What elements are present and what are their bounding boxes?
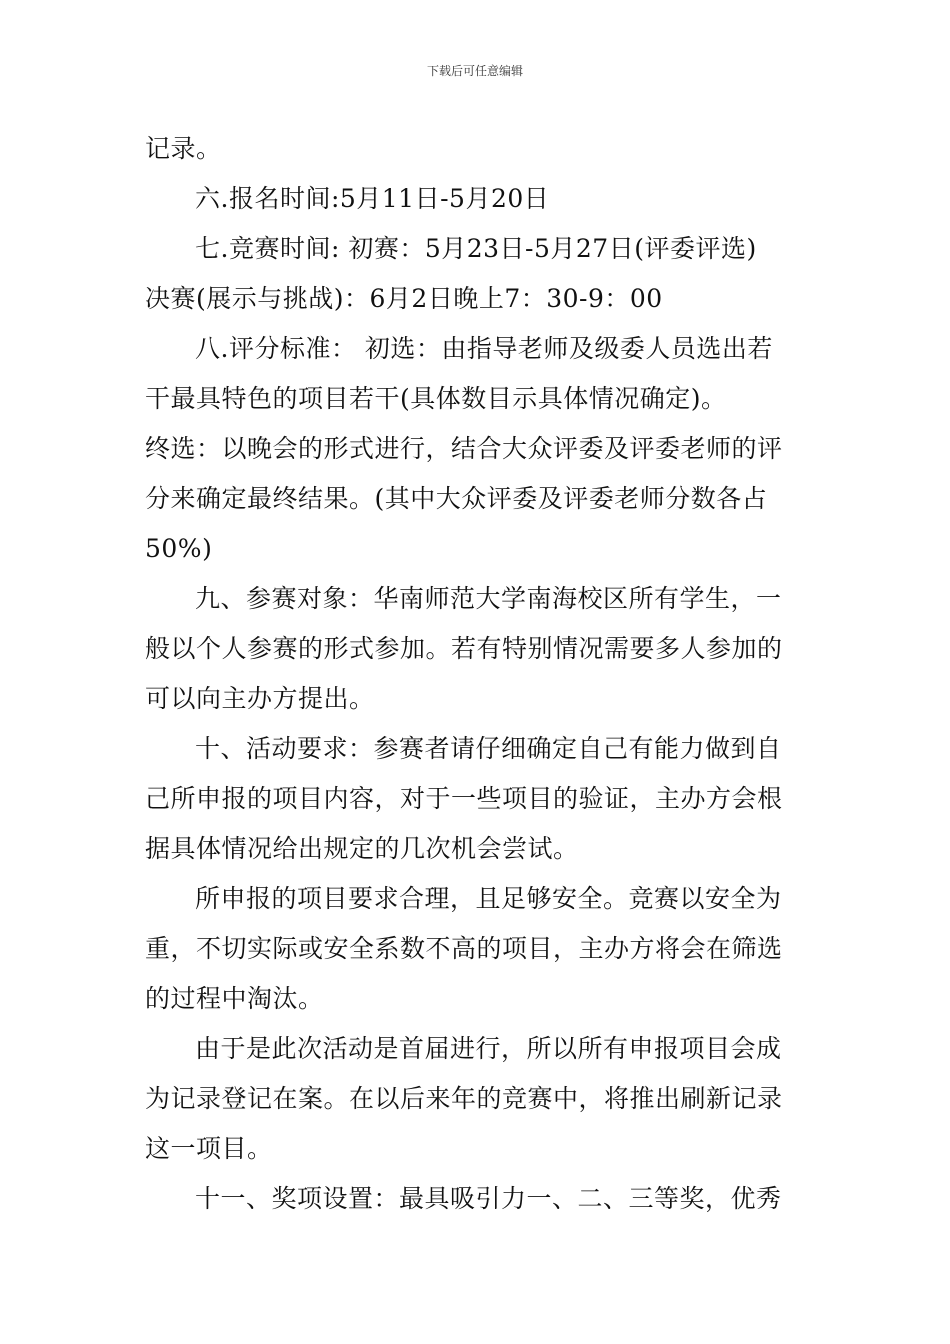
paragraph-first-edition: 由于是此次活动是首届进行，所以所有申报项目会成 xyxy=(195,1034,782,1063)
document-body xyxy=(145,124,807,1224)
text-line: 干最具特色的项目若干(具体数目示具体情况确定)。 xyxy=(145,384,727,413)
text-line: 据具体情况给出规定的几次机会尝试。 xyxy=(145,834,579,863)
text-line: 决赛(展示与挑战)：6月2日晚上7：30-9：00 xyxy=(145,284,663,313)
paragraph-safety: 所申报的项目要求合理，且足够安全。竞赛以安全为 xyxy=(195,884,782,913)
text-line: 为记录登记在案。在以后来年的竞赛中，将推出刷新记录 xyxy=(145,1084,783,1113)
text-line: 重，不切实际或安全系数不高的项目，主办方将会在筛选 xyxy=(145,934,783,963)
text-line: 己所申报的项目内容，对于一些项目的验证，主办方会根 xyxy=(145,784,783,813)
section-10-requirements: 十、活动要求：参赛者请仔细确定自己有能力做到自 xyxy=(195,734,782,763)
text-line: 50%) xyxy=(145,534,213,563)
section-7-competition-time: 七.竞赛时间: 初赛：5月23日-5月27日(评委评选) xyxy=(195,234,757,263)
section-6-registration-time: 六.报名时间:5月11日-5月20日 xyxy=(195,184,550,213)
page-header: 下载后可任意编辑 xyxy=(426,64,523,78)
text-line: 这一项目。 xyxy=(145,1134,273,1163)
text-line: 分来确定最终结果。(其中大众评委及评委老师分数各占 xyxy=(145,484,768,513)
text-line: 的过程中淘汰。 xyxy=(145,984,324,1013)
section-11-awards: 十一、奖项设置：最具吸引力一、二、三等奖，优秀 xyxy=(195,1184,782,1213)
text-line: 终选：以晚会的形式进行，结合大众评委及评委老师的评 xyxy=(145,434,783,463)
text-line: 般以个人参赛的形式参加。若有特别情况需要多人参加的 xyxy=(145,634,783,663)
section-9-participants: 九、参赛对象：华南师范大学南海校区所有学生，一 xyxy=(195,584,782,613)
text-line: 记录。 xyxy=(145,134,222,163)
text-line: 可以向主办方提出。 xyxy=(145,684,375,713)
section-8-scoring-criteria: 八.评分标准： 初选：由指导老师及级委人员选出若 xyxy=(195,334,773,363)
